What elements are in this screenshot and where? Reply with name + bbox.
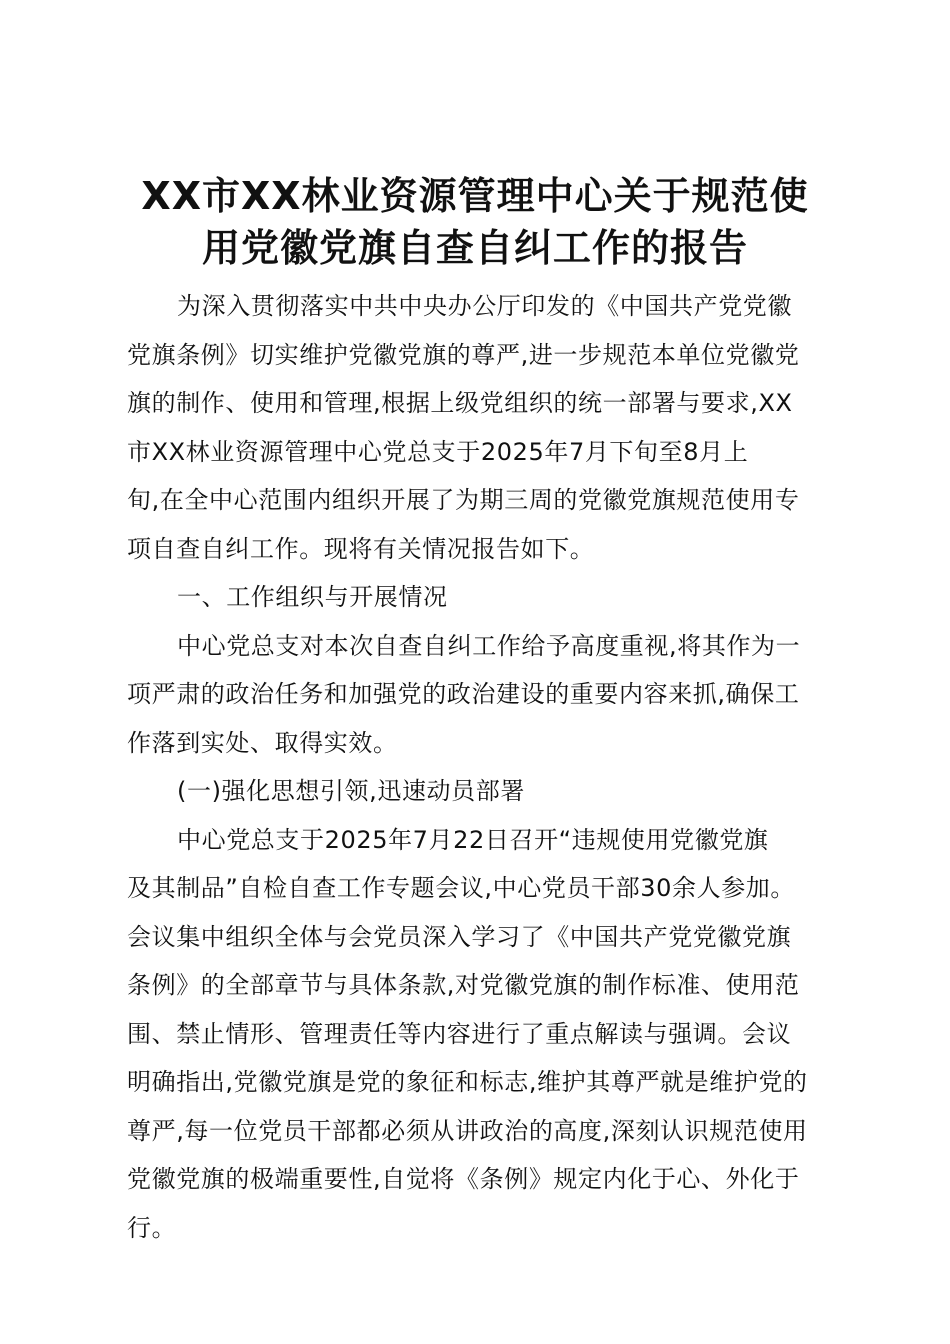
- body-line: 围、禁止情形、管理责任等内容进行了重点解读与强调。会议: [127, 1019, 792, 1048]
- body-line: 行。: [127, 1213, 177, 1242]
- document-body: [127, 282, 827, 1252]
- body-line: 为深入贯彻落实中共中央办公厅印发的《中国共产党党徽: [177, 292, 792, 320]
- body-line: 中心党总支于2025年7月22日召开“违规使用党徽党旗: [177, 825, 769, 854]
- body-line: 项自查自纠工作。现将有关情况报告如下。: [127, 534, 595, 563]
- body-line: 条例》的全部章节与具体条款,对党徽党旗的制作标准、使用范: [127, 971, 800, 999]
- body-line: 一、工作组织与开展情况: [177, 583, 448, 611]
- body-line: 项严肃的政治任务和加强党的政治建设的重要内容来抓,确保工: [127, 680, 800, 708]
- document-title: [110, 170, 840, 274]
- body-line: 旗的制作、使用和管理,根据上级党组织的统一部署与要求,XX: [127, 389, 793, 417]
- body-line: 党旗条例》切实维护党徽党旗的尊严,进一步规范本单位党徽党: [127, 340, 800, 369]
- body-line: (一)强化思想引领,迅速动员部署: [177, 777, 525, 805]
- title-line-2: 用党徽党旗自查自纠工作的报告: [201, 226, 748, 270]
- body-line: 及其制品”自检自查工作专题会议,中心党员干部30余人参加。: [127, 874, 795, 902]
- body-line: 旬,在全中心范围内组织开展了为期三周的党徽党旗规范使用专: [127, 486, 800, 514]
- body-line: 作落到实处、取得实效。: [127, 728, 398, 757]
- body-line: 中心党总支对本次自查自纠工作给予高度重视,将其作为一: [177, 631, 801, 660]
- body-line: 明确指出,党徽党旗是党的象征和标志,维护其尊严就是维护党的: [127, 1068, 808, 1096]
- body-line: 市XX林业资源管理中心党总支于2025年7月下旬至8月上: [127, 437, 749, 466]
- title-line-1: XX市XX林业资源管理中心关于规范使: [141, 174, 809, 218]
- body-line: 党徽党旗的极端重要性,自觉将《条例》规定内化于心、外化于: [127, 1165, 800, 1193]
- body-line: 尊严,每一位党员干部都必须从讲政治的高度,深刻认识规范使用: [127, 1116, 808, 1145]
- body-line: 会议集中组织全体与会党员深入学习了《中国共产党党徽党旗: [127, 922, 792, 951]
